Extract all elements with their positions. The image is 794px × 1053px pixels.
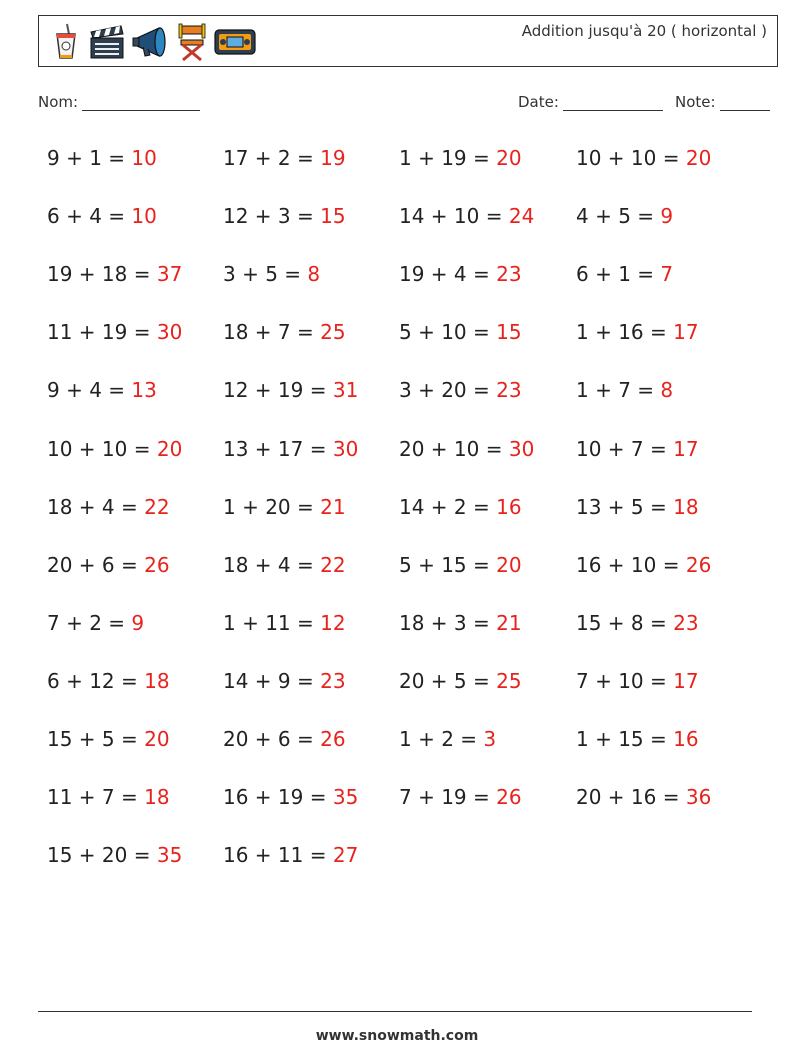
problem-question: 10 + 10 = — [576, 146, 686, 170]
problem-item — [576, 320, 699, 344]
vhs-tape-icon — [213, 22, 257, 62]
problem-answer: 19 — [320, 146, 346, 170]
problem-answer: 12 — [320, 610, 346, 635]
clapperboard-icon — [87, 22, 127, 62]
problem-answer: 26 — [685, 552, 712, 577]
problem-item — [399, 378, 522, 402]
problem-answer: 10 — [131, 204, 157, 229]
problem-question: 6 + 1 = — [576, 262, 661, 287]
problem-item — [47, 495, 170, 519]
problem-question: 11 + 19 = — [47, 320, 157, 345]
problem-answer: 22 — [144, 494, 170, 519]
problem-item — [223, 378, 358, 402]
problem-item — [399, 437, 534, 461]
problem-answer: 15 — [320, 204, 346, 229]
header-icons — [49, 21, 257, 63]
problem-item — [576, 611, 699, 635]
megaphone-icon — [131, 22, 171, 62]
problem-answer: 17 — [673, 668, 699, 693]
problem-item — [399, 146, 522, 170]
problem-answer: 15 — [496, 320, 522, 345]
problem-answer: 35 — [156, 843, 183, 868]
problem-answer: 18 — [144, 785, 170, 810]
grade-line[interactable] — [720, 94, 770, 111]
problem-answer: 9 — [660, 204, 674, 229]
footer-website: www.snowmath.com — [315, 1028, 479, 1044]
problem-item — [576, 204, 673, 228]
problem-item — [223, 320, 346, 344]
problem-answer: 10 — [131, 146, 157, 170]
problem-item — [223, 146, 346, 170]
problem-answer: 8 — [660, 378, 674, 403]
problem-item — [223, 437, 358, 461]
problem-question: 14 + 2 = — [399, 494, 497, 519]
problem-item — [223, 204, 346, 228]
problem-item — [576, 669, 699, 693]
problem-question: 5 + 15 = — [399, 552, 497, 577]
worksheet-title: Addition jusqu'à 20 ( horizontal ) — [521, 22, 767, 40]
problem-answer: 23 — [320, 668, 346, 693]
problem-answer: 31 — [332, 378, 359, 403]
problem-item — [576, 262, 673, 286]
problem-question: 20 + 6 = — [47, 552, 145, 577]
problem-answer: 21 — [320, 494, 346, 519]
header-box — [38, 15, 778, 67]
problem-answer: 20 — [144, 727, 170, 751]
problem-question: 3 + 20 = — [399, 378, 497, 403]
problem-item — [399, 553, 522, 577]
problem-item — [47, 320, 182, 344]
problem-question: 6 + 4 = — [47, 204, 132, 229]
problem-item — [223, 262, 320, 286]
problem-item — [47, 727, 170, 751]
problem-answer: 17 — [673, 436, 699, 461]
problem-answer: 35 — [332, 785, 359, 810]
problem-item — [223, 495, 346, 519]
problem-answer: 23 — [496, 378, 522, 403]
problem-item — [223, 785, 358, 809]
problem-question: 19 + 18 = — [47, 262, 157, 287]
problem-item — [576, 553, 711, 577]
problem-answer: 26 — [320, 727, 346, 751]
problem-question: 7 + 19 = — [399, 785, 497, 810]
problem-question: 7 + 2 = — [47, 610, 132, 635]
problem-item — [576, 437, 699, 461]
problem-answer: 25 — [496, 668, 522, 693]
grade-label: Note: — [675, 93, 716, 111]
problem-question: 4 + 5 = — [576, 204, 661, 229]
problem-question: 1 + 20 = — [223, 494, 321, 519]
problem-question: 1 + 11 = — [223, 610, 321, 635]
date-line[interactable] — [563, 94, 663, 111]
footer-divider — [38, 1011, 752, 1012]
problem-answer: 37 — [156, 262, 183, 287]
problem-question: 17 + 2 = — [223, 146, 321, 170]
date-field — [518, 93, 663, 111]
problem-answer: 16 — [673, 727, 699, 751]
problem-answer: 23 — [673, 610, 699, 635]
problem-question: 18 + 3 = — [399, 610, 497, 635]
problem-question: 10 + 10 = — [47, 436, 157, 461]
problem-question: 1 + 2 = — [399, 727, 484, 751]
problem-item — [47, 669, 170, 693]
problem-answer: 3 — [483, 727, 497, 751]
problem-item — [399, 320, 522, 344]
problem-item — [47, 437, 182, 461]
problem-question: 18 + 7 = — [223, 320, 321, 345]
problem-answer: 36 — [685, 785, 712, 810]
problem-question: 7 + 10 = — [576, 668, 674, 693]
problem-question: 9 + 4 = — [47, 378, 132, 403]
problem-answer: 18 — [673, 494, 699, 519]
problem-answer: 26 — [496, 785, 522, 810]
problem-question: 18 + 4 = — [223, 552, 321, 577]
problem-item — [576, 495, 699, 519]
problem-question: 13 + 5 = — [576, 494, 674, 519]
problem-item — [47, 146, 157, 170]
director-chair-icon — [175, 22, 209, 62]
problem-item — [399, 727, 496, 751]
problem-answer: 23 — [496, 262, 522, 287]
problem-question: 1 + 7 = — [576, 378, 661, 403]
problem-item — [399, 495, 522, 519]
problem-answer: 18 — [144, 668, 170, 693]
name-line[interactable] — [82, 94, 200, 111]
problem-item — [223, 669, 346, 693]
problem-question: 13 + 17 = — [223, 436, 333, 461]
problem-question: 3 + 5 = — [223, 262, 308, 287]
problem-item — [47, 204, 157, 228]
problem-item — [47, 785, 170, 809]
problem-question: 20 + 10 = — [399, 436, 509, 461]
problem-question: 20 + 16 = — [576, 785, 686, 810]
problem-question: 10 + 7 = — [576, 436, 674, 461]
problem-item — [223, 727, 346, 751]
problem-answer: 27 — [332, 843, 359, 868]
problem-question: 14 + 10 = — [399, 204, 509, 229]
problem-answer: 20 — [685, 146, 712, 170]
problem-question: 14 + 9 = — [223, 668, 321, 693]
name-label: Nom: — [38, 93, 79, 111]
problem-item — [223, 553, 346, 577]
problem-question: 11 + 7 = — [47, 785, 145, 810]
problem-item — [47, 843, 182, 867]
problem-question: 15 + 20 = — [47, 843, 157, 868]
problem-answer: 20 — [496, 552, 522, 577]
problem-item — [47, 378, 157, 402]
problem-question: 16 + 10 = — [576, 552, 686, 577]
problem-answer: 22 — [320, 552, 346, 577]
problem-question: 9 + 1 = — [47, 146, 132, 170]
problem-question: 20 + 5 = — [399, 668, 497, 693]
problem-answer: 9 — [131, 610, 145, 635]
problem-item — [223, 843, 358, 867]
problem-answer: 20 — [496, 146, 522, 170]
soda-cup-icon — [49, 22, 83, 62]
problem-answer: 24 — [508, 204, 535, 229]
problem-item — [576, 146, 711, 170]
problem-question: 19 + 4 = — [399, 262, 497, 287]
problem-question: 12 + 3 = — [223, 204, 321, 229]
problem-question: 1 + 19 = — [399, 146, 497, 170]
problem-answer: 30 — [332, 436, 359, 461]
problem-item — [399, 204, 534, 228]
problem-answer: 25 — [320, 320, 346, 345]
problem-question: 20 + 6 = — [223, 727, 321, 751]
problem-item — [576, 785, 711, 809]
problem-item — [399, 262, 522, 286]
problem-answer: 26 — [144, 552, 170, 577]
date-label: Date: — [518, 93, 559, 111]
problem-answer: 16 — [496, 494, 522, 519]
problem-answer: 30 — [156, 320, 183, 345]
problem-question: 16 + 19 = — [223, 785, 333, 810]
problem-question: 5 + 10 = — [399, 320, 497, 345]
problem-question: 15 + 8 = — [576, 610, 674, 635]
problem-question: 6 + 12 = — [47, 668, 145, 693]
problem-item — [576, 727, 699, 751]
problem-question: 18 + 4 = — [47, 494, 145, 519]
problem-question: 16 + 11 = — [223, 843, 333, 868]
problem-answer: 20 — [156, 436, 183, 461]
problem-answer: 30 — [508, 436, 535, 461]
problem-item — [47, 262, 182, 286]
problem-answer: 21 — [496, 610, 522, 635]
problem-item — [399, 785, 522, 809]
problem-answer: 8 — [307, 262, 321, 287]
problem-question: 12 + 19 = — [223, 378, 333, 403]
grade-field — [675, 93, 770, 111]
problem-answer: 13 — [131, 378, 157, 403]
problem-item — [47, 611, 144, 635]
name-field — [38, 93, 200, 111]
problem-question: 1 + 15 = — [576, 727, 674, 751]
problem-answer: 17 — [673, 320, 699, 345]
problem-item — [47, 553, 170, 577]
problem-item — [576, 378, 673, 402]
problem-question: 1 + 16 = — [576, 320, 674, 345]
problem-answer: 7 — [660, 262, 674, 287]
problem-item — [399, 611, 522, 635]
problem-item — [223, 611, 346, 635]
problem-item — [399, 669, 522, 693]
problem-question: 15 + 5 = — [47, 727, 145, 751]
